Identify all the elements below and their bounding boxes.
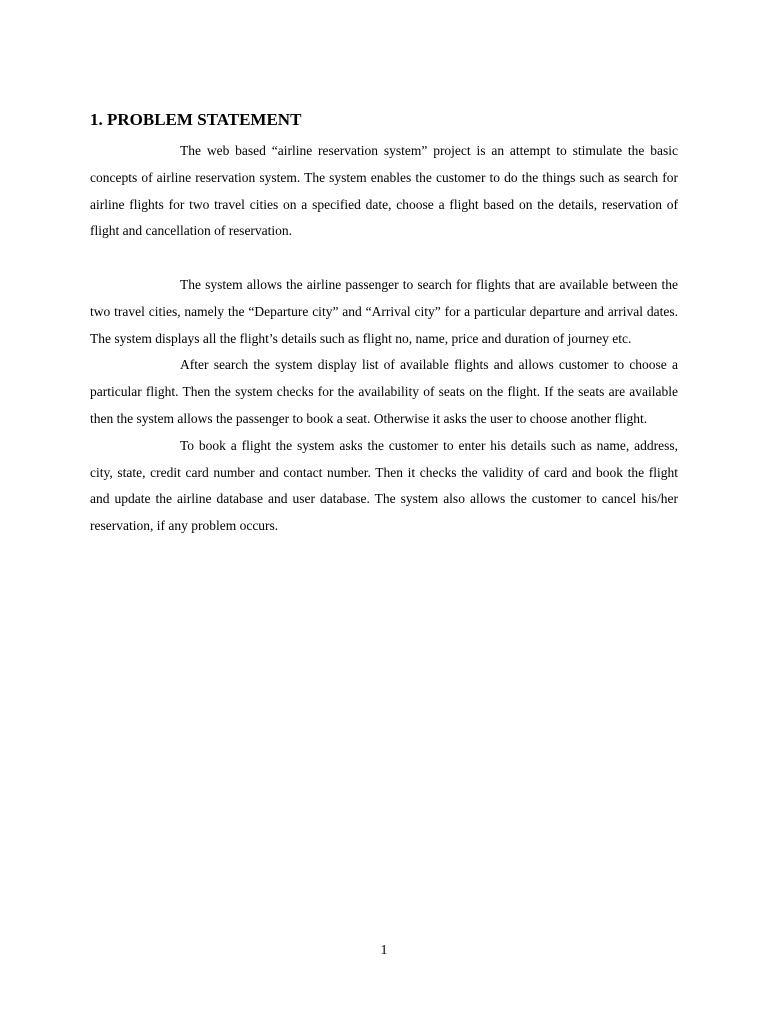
paragraph-4: To book a flight the system asks the customer to enter his details such as name, address, city, state, credit card number and contact number. Then it checks the validity of card and book the flight and update the airline database and user database. The system also allows the customer to cancel his/her reservation, if any problem occurs. xyxy=(90,437,678,534)
paragraph-3: After search the system display list of available flights and allows customer to choose a particular flight. Then the system checks for the availability of seats on the flight. If the seats are available then the system allows the passenger to book a seat. Otherwise it asks the user to choose another flight. xyxy=(90,357,678,426)
body-text xyxy=(90,138,678,540)
section-heading: 1. PROBLEM STATEMENT xyxy=(90,110,302,129)
paragraph-2: The system allows the airline passenger to search for flights that are available between the two travel cities, namely the “Departure city” and “Arrival city” for a particular departure and arrival dates. The system displays all the flight’s details such as flight no, name, price and duration of journey etc. xyxy=(90,276,678,346)
page-number: 1 xyxy=(380,942,388,957)
paragraph-1: The web based “airline reservation system” project is an attempt to stimulate the basic concepts of airline reservation system. The system enables the customer to do the things such as search for airline flights for two travel cities on a specified date, choose a flight based on the details, reservation of flight and cancellation of reservation. xyxy=(90,143,678,239)
